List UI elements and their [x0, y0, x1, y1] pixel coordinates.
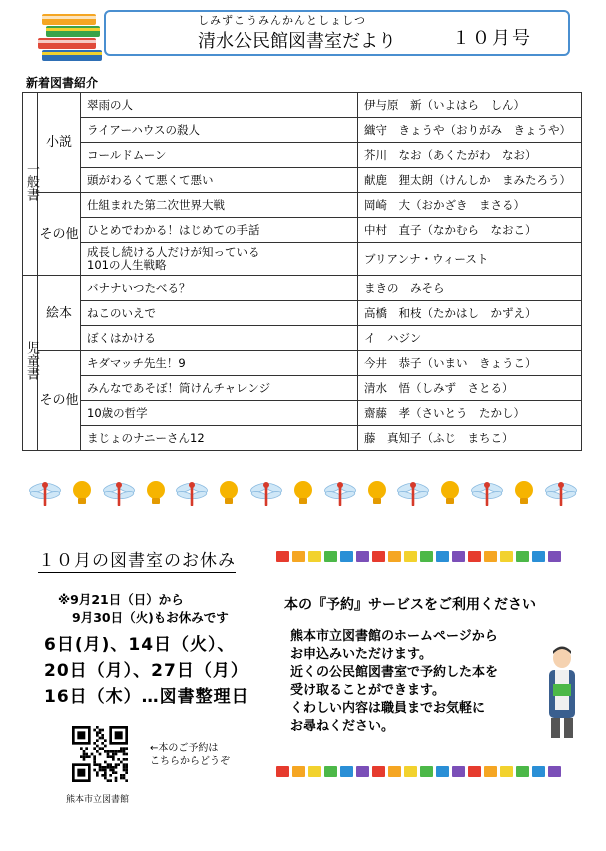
- lightbulb-icon: [145, 480, 167, 506]
- book-strip-icon: [516, 766, 529, 777]
- book-strip-icon: [324, 766, 337, 777]
- book-title: ひとめでわかる！はじめての手話: [81, 218, 358, 243]
- book-title: キダマッチ先生！9: [81, 351, 358, 376]
- book-strip-icon: [276, 766, 289, 777]
- book-strip-icon: [404, 766, 417, 777]
- book-strip-icon: [388, 551, 401, 562]
- book-strip-icon: [500, 551, 513, 562]
- dragonfly-icon: [323, 480, 357, 506]
- book-title: 頭がわるくて悪くて悪い: [81, 168, 358, 193]
- table-row: [23, 276, 582, 301]
- book-strip-decoration: [276, 766, 561, 777]
- book-author: 今井 恭子（いまい きょうこ）: [358, 351, 582, 376]
- book-strip-icon: [324, 551, 337, 562]
- lightbulb-icon: [513, 480, 535, 506]
- table-row: [23, 376, 582, 401]
- table-row: [23, 93, 582, 118]
- header-ruby: しみずこうみんかんとしょしつ: [198, 14, 366, 27]
- table-row: [23, 143, 582, 168]
- dragonfly-icon: [102, 480, 136, 506]
- dragonfly-icon: [396, 480, 430, 506]
- decoration-row: [28, 478, 578, 508]
- book-strip-icon: [388, 766, 401, 777]
- lightbulb-icon: [218, 480, 240, 506]
- book-strip-icon: [516, 551, 529, 562]
- book-strip-icon: [500, 766, 513, 777]
- book-strip-icon: [292, 551, 305, 562]
- table-row: [23, 301, 582, 326]
- books-stack-icon: [36, 10, 106, 64]
- category-children: 児童書: [23, 276, 38, 451]
- book-title: 翠雨の人: [81, 93, 358, 118]
- book-title: [81, 243, 358, 276]
- book-author: ブリアンナ・ウィースト: [358, 243, 582, 276]
- book-strip-icon: [532, 551, 545, 562]
- service-line: 近くの公民館図書室で予約した本を: [290, 665, 499, 680]
- book-title: ぼくはかける: [81, 326, 358, 351]
- book-title: 10歳の哲学: [81, 401, 358, 426]
- lightbulb-icon: [439, 480, 461, 506]
- book-strip-icon: [420, 551, 433, 562]
- closure-days: 20日（月）、27日（月）: [44, 661, 249, 681]
- book-author: 高橋 和枝（たかはし かずえ）: [358, 301, 582, 326]
- qr-note-line: ←本のご予約は: [150, 743, 219, 754]
- lightbulb-icon: [366, 480, 388, 506]
- issue-label: １０月号: [452, 28, 532, 49]
- book-author: 伊与原 新（いよはら しん）: [358, 93, 582, 118]
- service-line: 受け取ることができます。: [290, 683, 445, 698]
- dragonfly-icon: [249, 480, 283, 506]
- dragonfly-icon: [175, 480, 209, 506]
- book-strip-icon: [468, 551, 481, 562]
- book-strip-icon: [452, 766, 465, 777]
- book-title: まじょのナニーさん12: [81, 426, 358, 451]
- book-strip-icon: [308, 766, 321, 777]
- qr-note: [150, 742, 230, 768]
- book-strip-icon: [292, 766, 305, 777]
- service-body: [290, 628, 498, 736]
- book-strip-icon: [436, 551, 449, 562]
- book-strip-icon: [436, 766, 449, 777]
- book-author: イ ハジン: [358, 326, 582, 351]
- book-strip-decoration: [276, 551, 561, 562]
- qr-note-line: こちらからどうぞ: [150, 756, 230, 767]
- book-strip-icon: [452, 551, 465, 562]
- book-title: 仕組まれた第二次世界大戦: [81, 193, 358, 218]
- book-strip-icon: [340, 766, 353, 777]
- book-title: みんなであそぼ！筒けんチャレンジ: [81, 376, 358, 401]
- book-author: 藤 真知子（ふじ まちこ）: [358, 426, 582, 451]
- closure-note: ※9月21日（日）から: [58, 592, 184, 607]
- table-row: [23, 326, 582, 351]
- book-strip-icon: [276, 551, 289, 562]
- book-title: コールドムーン: [81, 143, 358, 168]
- book-author: まきの みそら: [358, 276, 582, 301]
- table-row: [23, 118, 582, 143]
- book-strip-icon: [548, 766, 561, 777]
- closure-heading: １０月の図書室のお休み: [38, 546, 236, 573]
- subcategory-novel: 小説: [38, 93, 81, 193]
- book-strip-icon: [308, 551, 321, 562]
- closure-note: 9月30日（火)もお休みです: [72, 610, 229, 625]
- book-strip-icon: [356, 551, 369, 562]
- dragonfly-icon: [470, 480, 504, 506]
- book-author: 芥川 なお（あくたがわ なお）: [358, 143, 582, 168]
- dragonfly-icon: [28, 480, 62, 506]
- book-strip-icon: [548, 551, 561, 562]
- qr-label: 熊本市立図書館: [66, 795, 130, 805]
- book-strip-icon: [372, 766, 385, 777]
- book-title-line2: 101の人生戦略: [87, 258, 167, 272]
- table-row: [23, 218, 582, 243]
- book-author: 齋藤 孝（さいとう たかし）: [358, 401, 582, 426]
- subcategory-children-other: その他: [38, 351, 81, 451]
- book-author: 織守 きょうや（おりがみ きょうや）: [358, 118, 582, 143]
- subcategory-picture-book: 絵本: [38, 276, 81, 351]
- service-line: お申込みいただけます。: [290, 647, 432, 662]
- closure-days: 6日(月)、14日（火）、: [44, 635, 236, 655]
- book-strip-icon: [484, 551, 497, 562]
- book-strip-icon: [372, 551, 385, 562]
- book-strip-icon: [532, 766, 545, 777]
- table-row: [23, 351, 582, 376]
- lightbulb-icon: [292, 480, 314, 506]
- table-row: [23, 168, 582, 193]
- service-heading: 本の『予約』サービスをご利用ください: [284, 597, 536, 613]
- subcategory-general-other: その他: [38, 193, 81, 276]
- book-strip-icon: [356, 766, 369, 777]
- service-line: 熊本市立図書館のホームページから: [290, 629, 498, 644]
- table-row: [23, 193, 582, 218]
- book-strip-icon: [468, 766, 481, 777]
- lightbulb-icon: [71, 480, 93, 506]
- table-row: [23, 243, 582, 276]
- new-books-heading: 新着図書紹介: [26, 76, 99, 90]
- book-title: バナナいつたべる？: [81, 276, 358, 301]
- book-author: 清水 悟（しみず さとる）: [358, 376, 582, 401]
- book-title: ライアーハウスの殺人: [81, 118, 358, 143]
- new-books-table: [22, 92, 582, 451]
- dragonfly-icon: [544, 480, 578, 506]
- book-strip-icon: [484, 766, 497, 777]
- table-row: [23, 426, 582, 451]
- book-title: ねこのいえで: [81, 301, 358, 326]
- service-line: くわしい内容は職員までお気軽に: [290, 701, 486, 716]
- book-author: 中村 直子（なかむら なおこ）: [358, 218, 582, 243]
- book-title-line1: 成長し続ける人だけが知っている: [87, 245, 260, 259]
- service-line: お尋ねください。: [290, 719, 395, 734]
- closure-days: 16日（木）…図書整理日: [44, 687, 250, 707]
- book-strip-icon: [420, 766, 433, 777]
- librarian-illustration: [540, 642, 584, 742]
- table-row: [23, 401, 582, 426]
- qr-code-icon[interactable]: [72, 726, 128, 782]
- book-strip-icon: [340, 551, 353, 562]
- book-strip-icon: [404, 551, 417, 562]
- page-title: 清水公民館図書室だより: [198, 31, 396, 52]
- category-general: 一般書: [23, 93, 38, 276]
- book-author: 献鹿 狸太朗（けんしか まみたろう）: [358, 168, 582, 193]
- book-author: 岡崎 大（おかざき まさる）: [358, 193, 582, 218]
